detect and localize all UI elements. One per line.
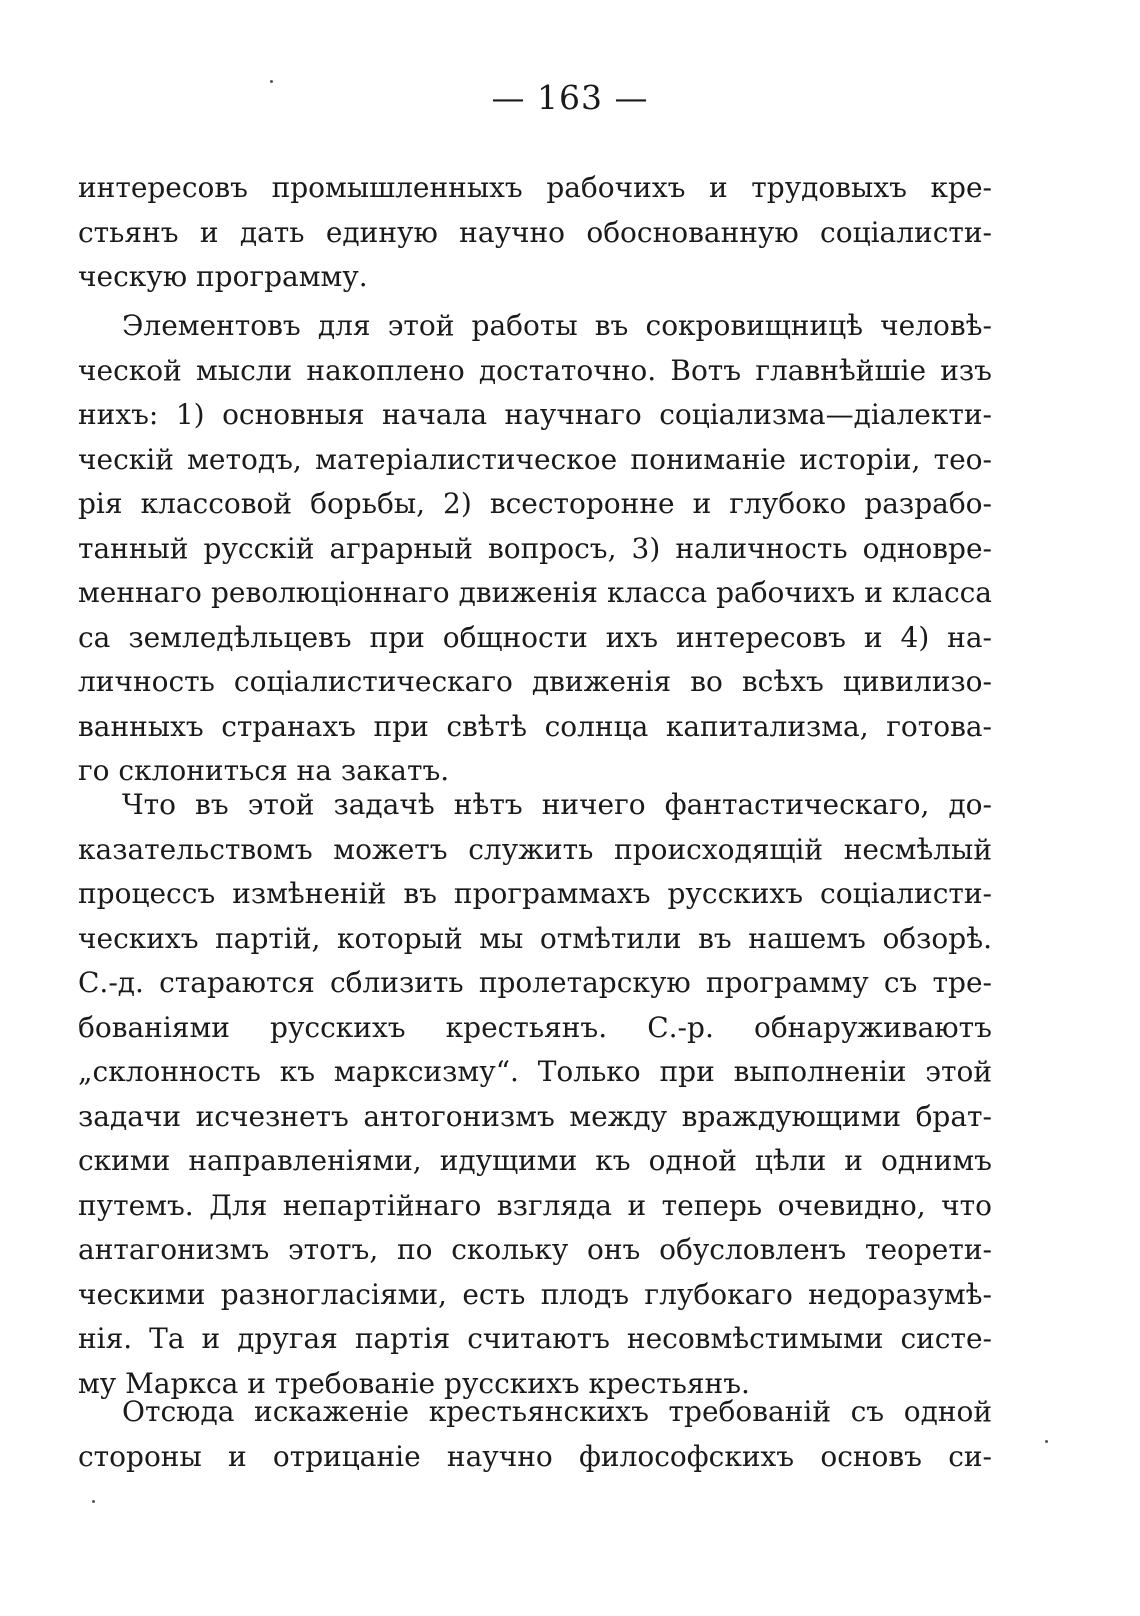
text-line: Элементовъ для этой работы въ сокровищницѣ человѣ- [122, 309, 992, 342]
text-line: го склониться на закатъ. [78, 754, 450, 787]
scan-speck [270, 80, 273, 83]
text-line: нія. Та и другая партія считаютъ несовмѣстимыми систе- [78, 1322, 992, 1355]
text-line: антагонизмъ этотъ, по скольку онъ обусловленъ теорети- [78, 1233, 992, 1266]
paragraph-2 [78, 304, 992, 794]
text-line: рія классовой борьбы, 2) всесторонне и глубоко разрабо- [78, 487, 992, 520]
text-line: С.-д. стараются сблизить пролетарскую программу съ тре- [78, 966, 992, 999]
text-line: ческую программу. [78, 260, 368, 293]
text-line: Отсюда искаженіе крестьянскихъ требованій съ одной [122, 1395, 992, 1428]
paragraph-1 [78, 166, 992, 300]
text-line: интересовъ промышленныхъ рабочихъ и трудовыхъ кре- [78, 171, 992, 204]
text-line: му Маркса и требованіе русскихъ крестьянъ. [78, 1366, 750, 1400]
text-line: ческихъ партій, который мы отмѣтили въ нашемъ обзорѣ. [78, 921, 992, 955]
text-line: ванныхъ странахъ при свѣтѣ солнца капитализма, готова- [78, 709, 992, 743]
text-line: бованіями русскихъ крестьянъ. С.-р. обнаруживаютъ [78, 1010, 992, 1044]
paragraph-3 [78, 783, 992, 1406]
text-line: стьянъ и дать единую научно обоснованную соціалисти- [78, 215, 992, 249]
text-line: личность соціалистическаго движенія во всѣхъ цивилизо- [78, 665, 992, 698]
scan-speck [1045, 1440, 1048, 1443]
text-line: ческой мысли накоплено достаточно. Вотъ главнѣйшіе изъ [78, 353, 992, 387]
text-line: задачи исчезнетъ антогонизмъ между враждующими брат- [78, 1099, 992, 1133]
text-line: меннаго революціоннаго движенія класса рабочихъ и класса [78, 576, 992, 609]
paragraph-4 [78, 1390, 992, 1479]
text-line: Что въ этой задачѣ нѣтъ ничего фантастическаго, до- [122, 788, 992, 821]
text-line: процессъ измѣненій въ программахъ русскихъ соціалисти- [78, 877, 992, 910]
text-line: казательствомъ можетъ служить происходящій несмѣлый [78, 832, 992, 866]
text-line: ческій методъ, матеріалистическое пониманіе исторіи, тео- [78, 442, 992, 476]
text-line: нихъ: 1) основныя начала научнаго соціализма—діалекти- [78, 398, 992, 431]
text-line: стороны и отрицаніе научно философскихъ основъ си- [78, 1439, 992, 1473]
text-line: ческими разногласіями, есть плодъ глубокаго недоразумѣ- [78, 1277, 992, 1311]
text-line: са земледѣльцевъ при общности ихъ интересовъ и 4) на- [78, 620, 992, 654]
text-line: танный русскій аграрный вопросъ, 3) наличность одновре- [78, 531, 992, 565]
text-line: „склонность къ марксизму“. Только при выполненіи этой [78, 1055, 992, 1088]
text-line: скими направленіями, идущими къ одной цѣли и однимъ [78, 1144, 992, 1177]
page-number: — 163 — [491, 78, 649, 117]
text-line: путемъ. Для непартійнаго взгляда и теперь очевидно, что [78, 1188, 992, 1222]
scan-speck [92, 1500, 95, 1503]
